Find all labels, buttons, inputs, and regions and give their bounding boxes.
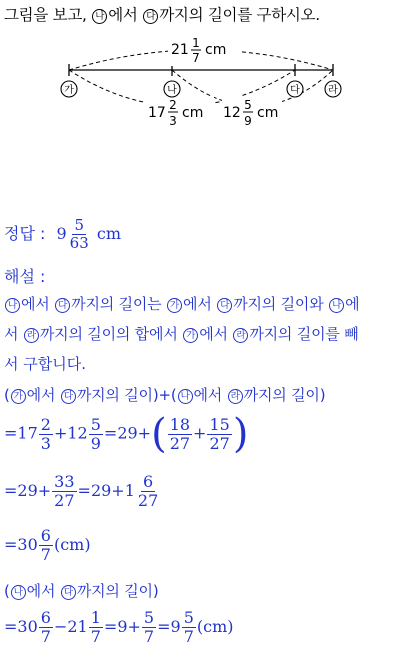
explain-line-2: 서 라 까지의 길이의 합에서 가 에서 라 까지의 길이를 빼	[4, 325, 359, 343]
circled-label-na: 나	[92, 9, 107, 24]
right-len-whole: 12	[223, 105, 241, 121]
right-len-den: 9	[244, 114, 252, 128]
top-len-den: 7	[192, 51, 200, 65]
question-text: 그림을 보고, 나 에서 다 까지의 길이를 구하시오.	[4, 6, 320, 24]
explain-line-4: ( 가 에서 다 까지의 길이)+( 나 에서 라 까지의 길이)	[4, 386, 326, 404]
left-len-whole: 17	[148, 105, 166, 121]
answer-unit: cm	[96, 224, 121, 243]
explain-line-3: 서 구합니다.	[4, 355, 86, 373]
left-len-unit: cm	[182, 105, 204, 121]
right-len-unit: cm	[257, 105, 279, 121]
segment-diagram	[0, 32, 400, 132]
circled-label-da: 다	[143, 9, 158, 24]
top-len-unit: cm	[205, 42, 227, 58]
answer-line	[4, 218, 121, 251]
answer-whole: 9	[56, 224, 67, 243]
answer-label: 정답 :	[4, 224, 46, 243]
left-len-den: 3	[169, 114, 177, 128]
answer-num: 5	[74, 216, 84, 234]
equation-4: =30 $\frac{6}{7}$ −21 $\frac{1}{7}$ =9+ $\frac{5}{7}$ =9 $\frac{5}{7}$ (cm)	[4, 608, 234, 646]
point-da-label: 다	[290, 85, 300, 96]
equation-3: =30 $\frac{6}{7}$ (cm)	[4, 526, 91, 564]
explain-label: 해설 :	[4, 267, 46, 286]
explain-line-1: 나 에서 다 까지의 길이는 가 에서 다 까지의 길이와 나 에	[4, 293, 359, 314]
explain-line-8: ( 나 에서 다 까지의 길이)	[4, 582, 159, 600]
left-len-num: 2	[169, 98, 177, 112]
right-len-num: 5	[244, 98, 252, 112]
top-len-whole: 21	[171, 42, 189, 58]
point-ga-label: 가	[64, 85, 74, 96]
point-ra-label: 라	[328, 85, 338, 96]
equation-1: =17 $\frac{2}{3}$ +12 $\frac{5}{9}$ =29+( $\frac{18}{27}$ + $\frac{15}{27}$ )	[4, 411, 249, 457]
answer-den: 63	[69, 234, 89, 252]
top-len-num: 1	[192, 36, 200, 50]
point-na-label: 나	[167, 85, 177, 96]
equation-2: =29+ $\frac{33}{27}$ =29+1 $\frac{6}{27}$	[4, 472, 159, 510]
